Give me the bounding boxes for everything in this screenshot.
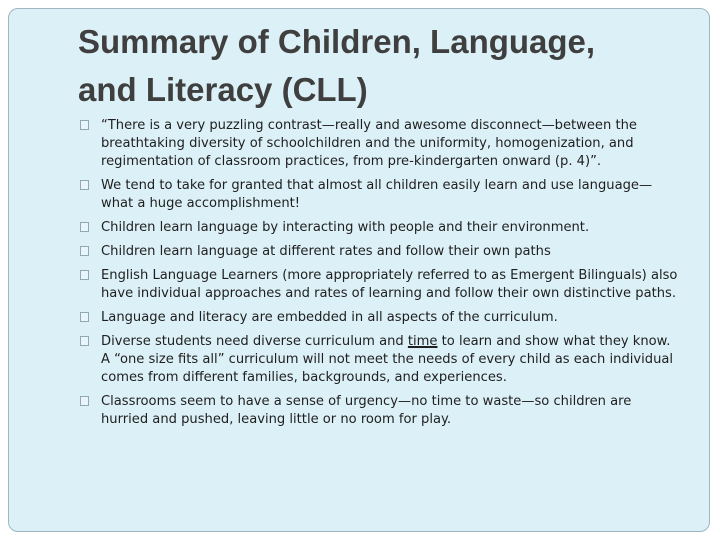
bullet-text: “There is a very puzzling contrast—really and awesome disconnect—between the breathtaking diversity of schoolchildren and the uniformity, homogenization, and regimentation of classroom practices, from pre-kindergarten onward (p. 4)”. <box>101 118 637 169</box>
slide-title-line-1: Summary of Children, Language, <box>78 23 596 60</box>
bullet-list <box>80 117 680 435</box>
checkbox-square-icon <box>80 396 89 406</box>
checkbox-square-icon <box>80 312 89 322</box>
bullet-item <box>80 333 680 387</box>
checkbox-square-icon <box>80 180 89 190</box>
bullet-text-after: to learn and show what they know. A “one size fits all” curriculum will not meet the needs of every child as each individual comes from different families, backgrounds, and experiences. <box>101 334 674 385</box>
bullet-item <box>80 177 680 213</box>
bullet-text: Children learn language at different rates and follow their own paths <box>101 244 551 259</box>
bullet-item <box>80 243 680 261</box>
checkbox-square-icon <box>80 336 89 346</box>
bullet-item <box>80 117 680 171</box>
bullet-text: English Language Learners (more appropriately referred to as Emergent Bilinguals) also have individual approaches and rates of learning and follow their own distinctive paths. <box>101 268 678 301</box>
slide-title-line-2: and Literacy (CLL) <box>78 71 368 108</box>
checkbox-square-icon <box>80 270 89 280</box>
bullet-item <box>80 219 680 237</box>
bullet-text: We tend to take for granted that almost all children easily learn and use language—what a huge accomplishment! <box>101 178 653 211</box>
bullet-text-underlined-word: time <box>407 334 438 349</box>
bullet-text-before: Diverse students need diverse curriculum and <box>101 334 408 349</box>
bullet-item <box>80 393 680 429</box>
checkbox-square-icon <box>80 246 89 256</box>
bullet-item <box>80 267 680 303</box>
bullet-text: Language and literacy are embedded in all aspects of the curriculum. <box>101 310 558 325</box>
bullet-item <box>80 309 680 327</box>
checkbox-square-icon <box>80 222 89 232</box>
checkbox-square-icon <box>80 120 89 130</box>
bullet-text: Children learn language by interacting with people and their environment. <box>101 220 590 235</box>
bullet-text: Classrooms seem to have a sense of urgency—no time to waste—so children are hurried and pushed, leaving little or no room for play. <box>101 394 632 427</box>
slide-title <box>78 18 678 114</box>
